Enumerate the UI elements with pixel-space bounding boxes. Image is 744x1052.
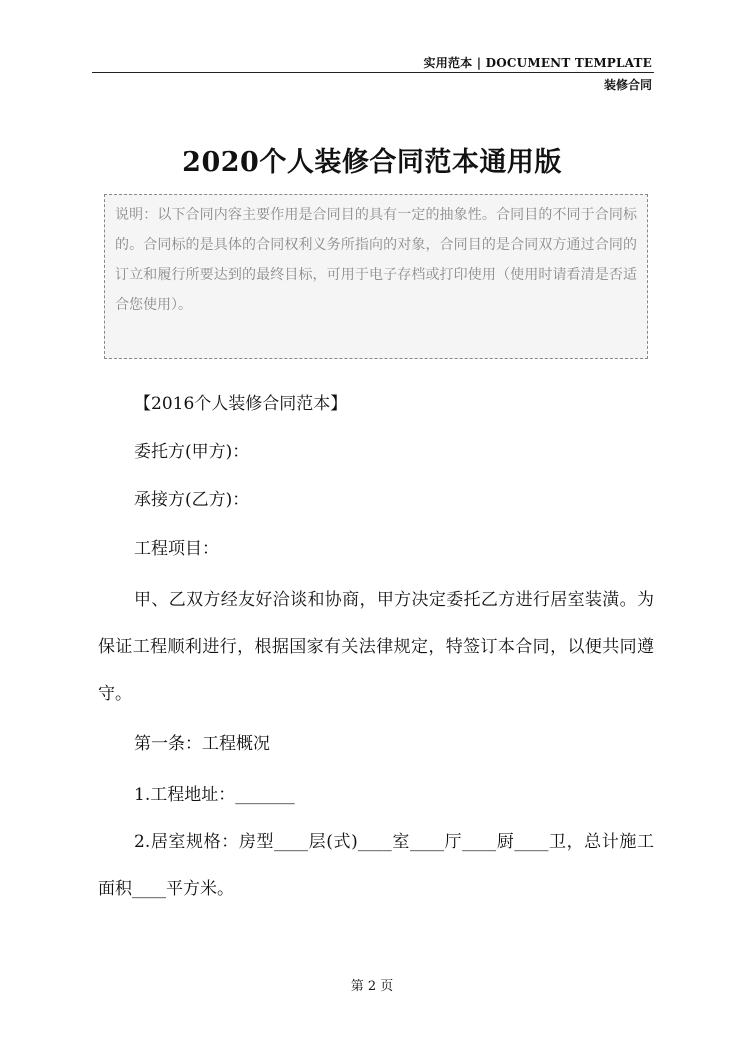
document-title: 2020个人装修合同范本通用版 <box>182 147 562 178</box>
header-label: 实用范本 | DOCUMENT TEMPLATE <box>423 56 652 70</box>
intro-paragraph: 甲、乙双方经友好洽谈和协商，甲方决定委托乙方进行居室装潢。为保证工程顺利进行，根据国家有关法律规定，特签订本合同，以便共同遵守。 <box>98 590 654 704</box>
project-line: 工程项目： <box>134 539 219 559</box>
article-heading: 第一条：工程概况 <box>134 734 270 754</box>
party-b-line: 承接方(乙方)： <box>134 490 250 510</box>
header-divider <box>92 72 654 73</box>
header-category: 装修合同 <box>603 78 652 92</box>
page-number: 第 2 页 <box>350 979 394 994</box>
room-spec-item: 2.居室规格：房型____层(式)____室____厅____厨____卫，总计施工面积____平方米。 <box>98 832 654 899</box>
contract-subtitle: 【2016个人装修合同范本】 <box>134 394 348 414</box>
notice-box: 说明：以下合同内容主要作用是合同目的具有一定的抽象性。合同目的不同于合同标的。合同标的是具体的合同权利义务所指向的对象，合同目的是合同双方通过合同的订立和履行所要达到的最终目标，可用于电子存档或打印使用（使用时请看清是否适合您使用）。 <box>104 194 648 359</box>
party-a-line: 委托方(甲方)： <box>134 442 250 462</box>
address-item: 1.工程地址：_______ <box>134 785 295 805</box>
